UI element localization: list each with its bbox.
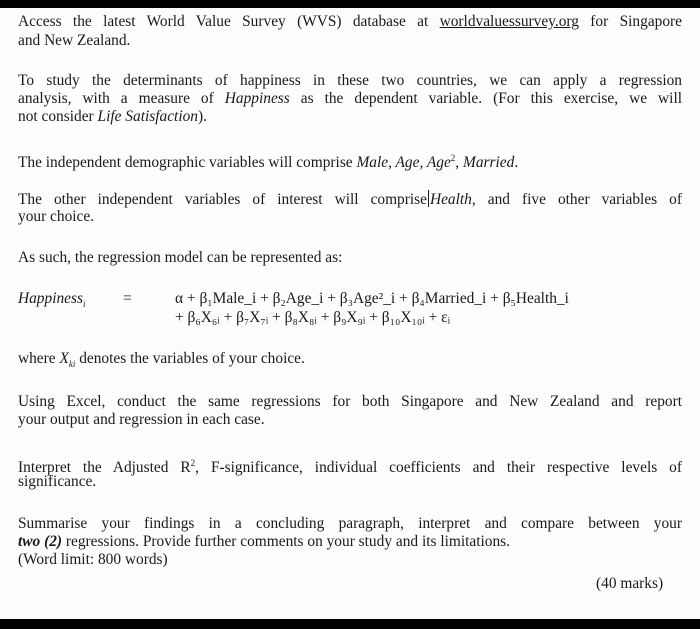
equation-equals: =: [123, 290, 132, 307]
married-var: Married: [463, 154, 515, 172]
equation-lhs: Happiness$_i$: [18, 290, 86, 310]
intro-text: Access the latest World Value Survey (WVS) database at: [18, 13, 440, 30]
interpret-line-2: significance.: [18, 473, 97, 490]
intro-line-2: and New Zealand.: [18, 32, 131, 49]
happiness-term: Happiness: [224, 90, 290, 107]
word-limit: (Word limit: 800 words): [18, 551, 168, 568]
two-emphasis: two (2): [18, 533, 63, 550]
study-line-3: not consider Life Satisfaction).: [18, 108, 207, 125]
x-var: X: [59, 350, 69, 367]
document-page: [0, 8, 700, 619]
equation-line-2: + β₆X₆ᵢ + β₇X₇ᵢ + β₈X₈ᵢ + β₉X₉ᵢ + β₁₀X₁₀ᵢ + εᵢ: [175, 309, 451, 326]
intro-text-end: for Singapore: [578, 13, 682, 30]
health-term: Health: [429, 191, 472, 208]
summary-line-1: Summarise your findings in a concluding paragraph, interpret and compare between your: [18, 515, 682, 532]
summary-line-2: two (2) regressions. Provide further comments on your study and its limitations.: [18, 533, 511, 550]
study-line-1: To study the determinants of happiness in these two countries, we can apply a regression: [18, 72, 682, 89]
equation-line-1: α + β₁Male_i + β₂Age_i + β₃Age²_i + β₄Married_i + β₅Health_i: [175, 290, 569, 307]
intro-line-1: [18, 13, 682, 31]
life-satisfaction-term: Life Satisfaction: [97, 108, 198, 125]
model-intro: As such, the regression model can be represented as:: [18, 249, 343, 266]
where-line: where $X_{ki}$ denotes the variables of your choice.: [18, 350, 305, 370]
text-cursor: [428, 190, 429, 207]
excel-line-1: Using Excel, conduct the same regressions for both Singapore and New Zealand and report: [18, 393, 682, 410]
other-vars-line-2: your choice.: [18, 208, 95, 225]
wvs-link[interactable]: worldvaluessurvey.org: [439, 13, 579, 30]
excel-line-2: your output and regression in each case.: [18, 411, 265, 428]
marks-label: (40 marks): [596, 575, 664, 592]
study-line-2: analysis, with a measure of Happiness as the dependent variable. (For this exercise, we will: [18, 90, 682, 107]
age-squared-sup: 2: [450, 153, 456, 163]
demographic-vars: Male, Age, Age: [356, 154, 451, 172]
other-vars-line-1: The other independent variables of interest will comprise Health, and five other variables of: [18, 191, 682, 208]
interpret-line-1: Interpret the Adjusted $R^2$, F-significance, individual coefficients and their respective levels of: [18, 458, 682, 477]
demographic-line: The independent demographic variables will comprise Male, Age, Age$^2$, Married.: [18, 153, 519, 172]
